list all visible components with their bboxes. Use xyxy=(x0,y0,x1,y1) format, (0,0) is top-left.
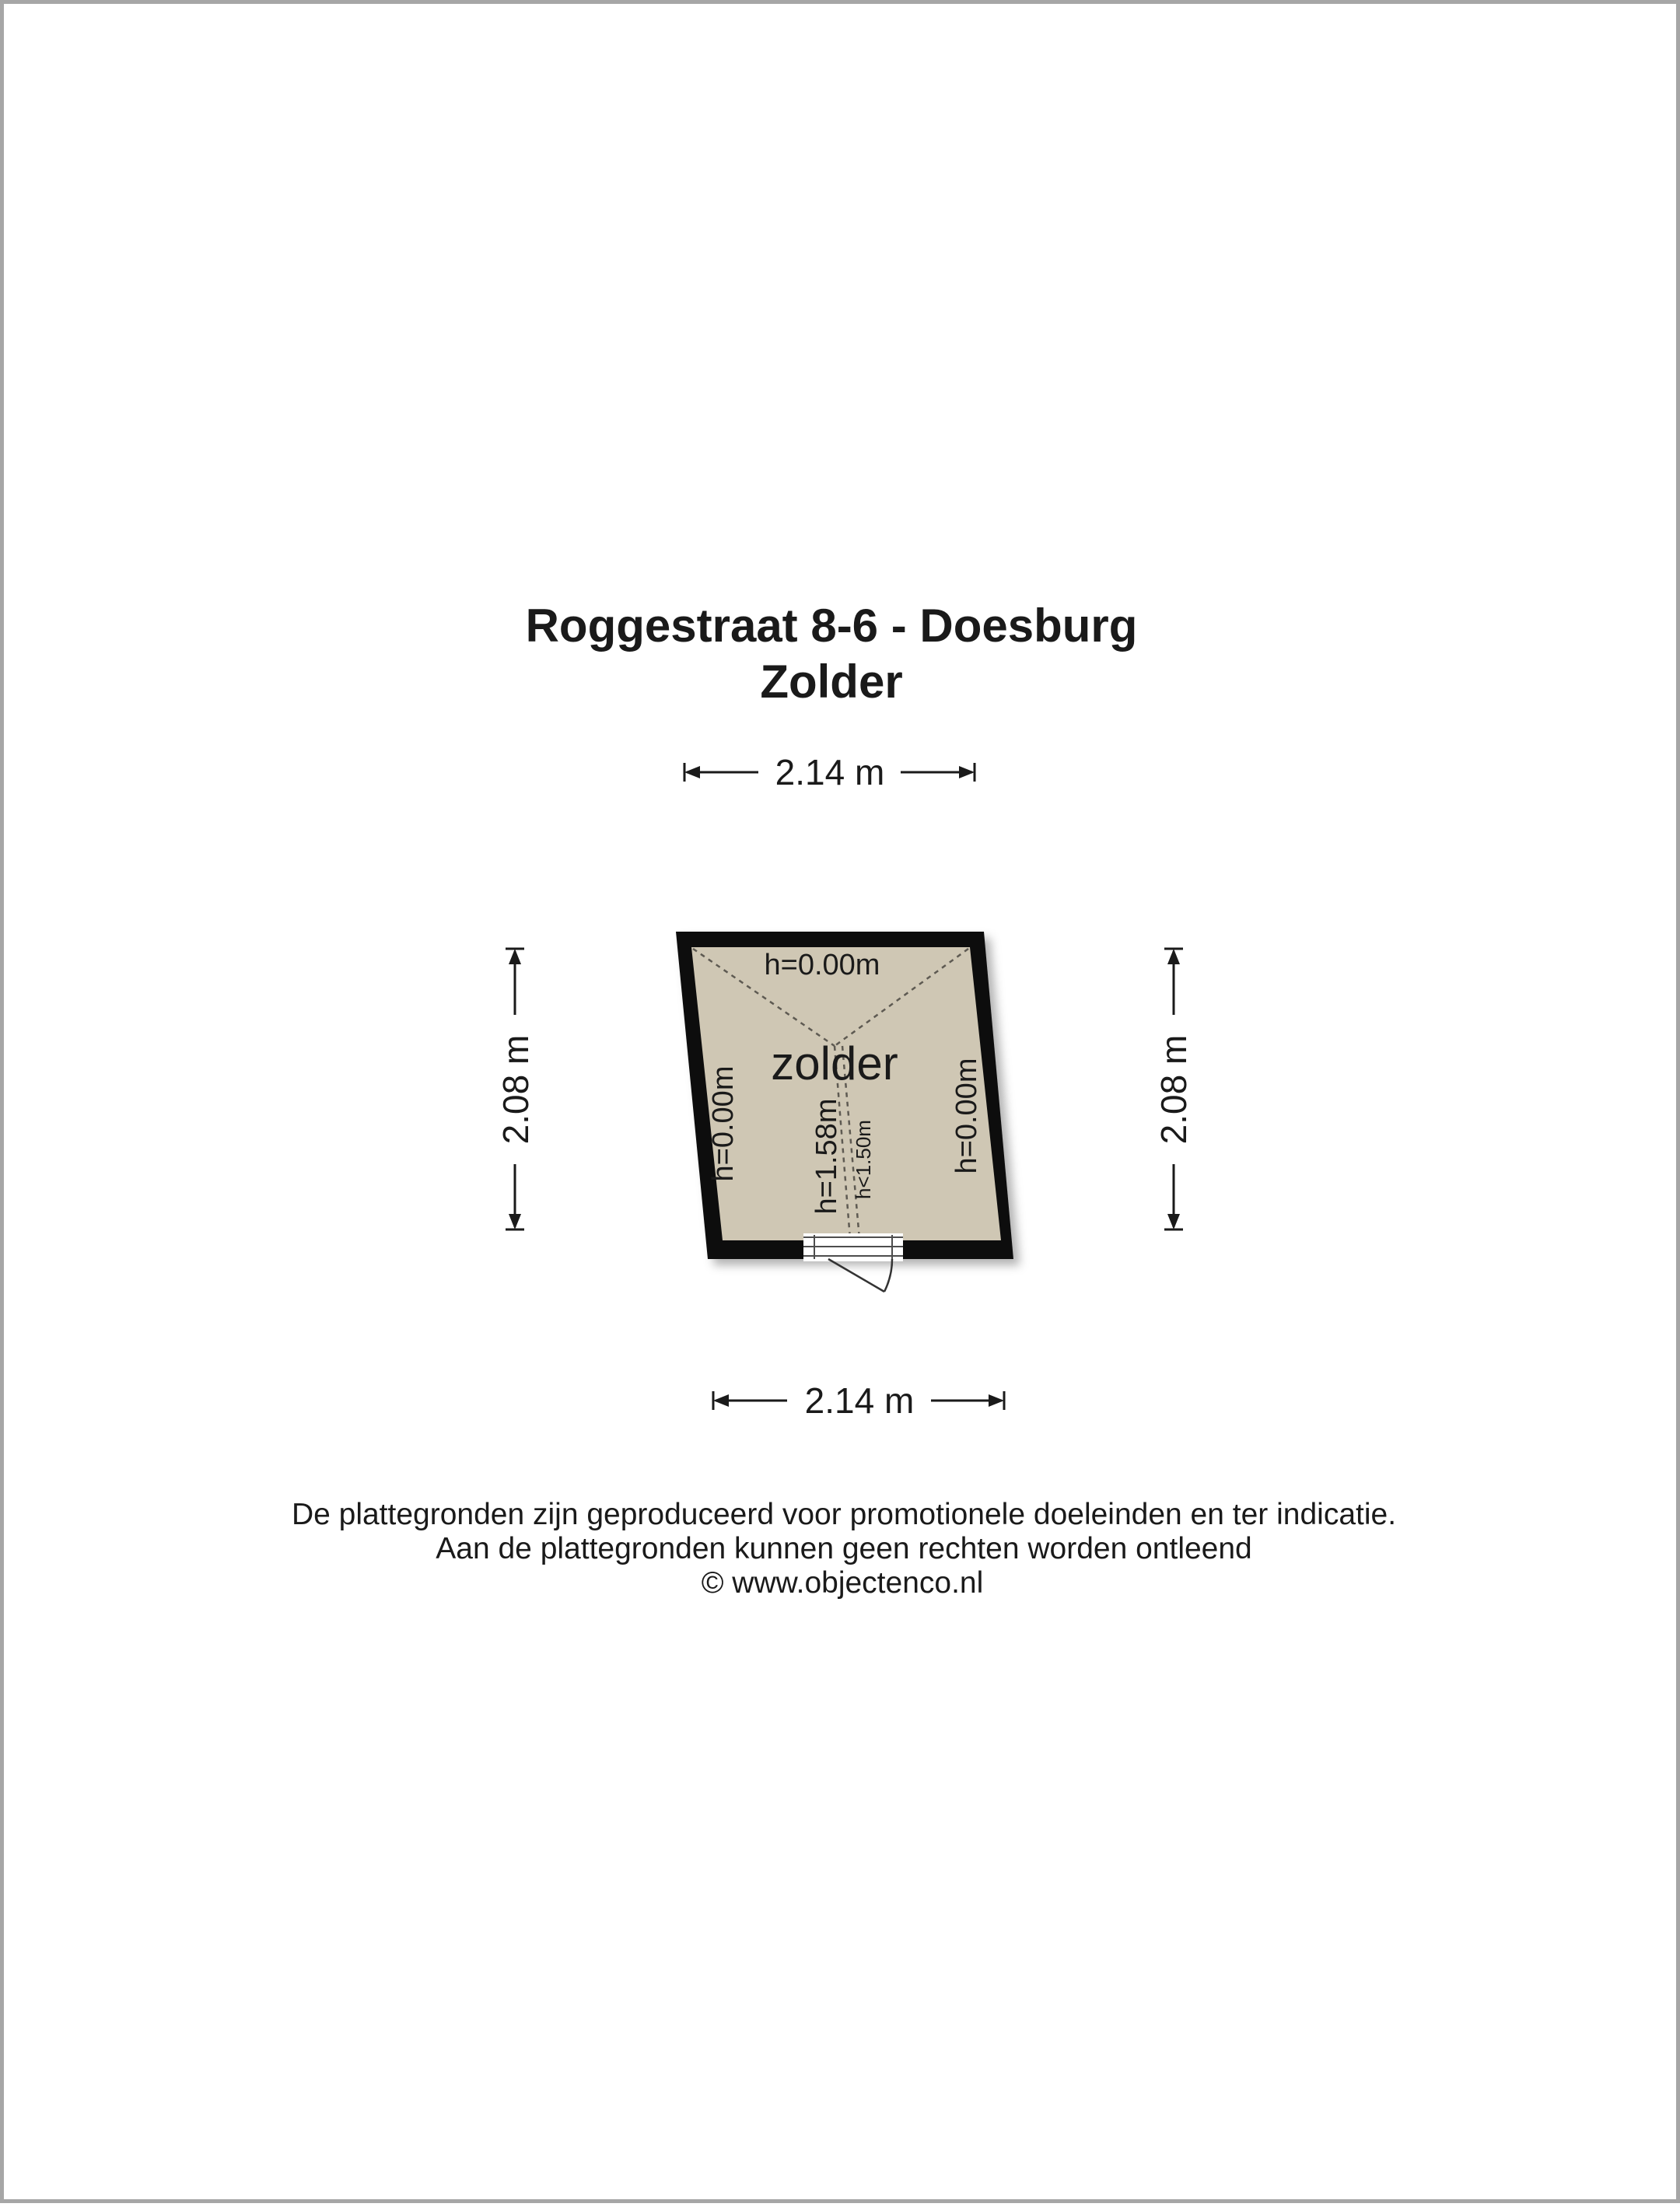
dimension-right-label: 2.08 m xyxy=(1153,1034,1194,1145)
dimension-right xyxy=(1153,949,1194,1229)
floor-plan-drawing xyxy=(4,4,1680,2207)
height-top-label: h=0.00m xyxy=(764,949,880,981)
dimension-bottom-label: 2.14 m xyxy=(804,1380,915,1421)
dimension-left xyxy=(495,949,536,1229)
height-ridge-label: h=1.58m xyxy=(810,1098,843,1215)
dimension-top xyxy=(684,752,975,792)
disclaimer-line-1: De plattegronden zijn geproduceerd voor promotionele doeleinden en ter indicatie. xyxy=(291,1498,1397,1531)
dimension-left-label: 2.08 m xyxy=(495,1034,536,1145)
height-ridge-zone-label: h<1.50m xyxy=(852,1120,875,1199)
disclaimer xyxy=(292,1498,1396,1600)
address-title: Roggestraat 8-6 - Doesburg xyxy=(525,600,1138,652)
room-name-label: zolder xyxy=(771,1037,898,1090)
height-right-label: h=0.00m xyxy=(950,1058,983,1174)
room-zolder xyxy=(676,932,1013,1292)
height-left-label: h=0.00m xyxy=(707,1065,740,1182)
door xyxy=(803,1233,903,1292)
floor-title: Zolder xyxy=(760,656,903,708)
door-swing-arc xyxy=(884,1259,892,1292)
copyright-line: © www.objectenco.nl xyxy=(701,1566,984,1600)
dimension-top-label: 2.14 m xyxy=(775,752,885,792)
disclaimer-line-2: Aan de plattegronden kunnen geen rechten worden ontleend xyxy=(436,1532,1252,1565)
dimension-bottom xyxy=(713,1380,1004,1421)
door-leaf xyxy=(828,1259,884,1292)
